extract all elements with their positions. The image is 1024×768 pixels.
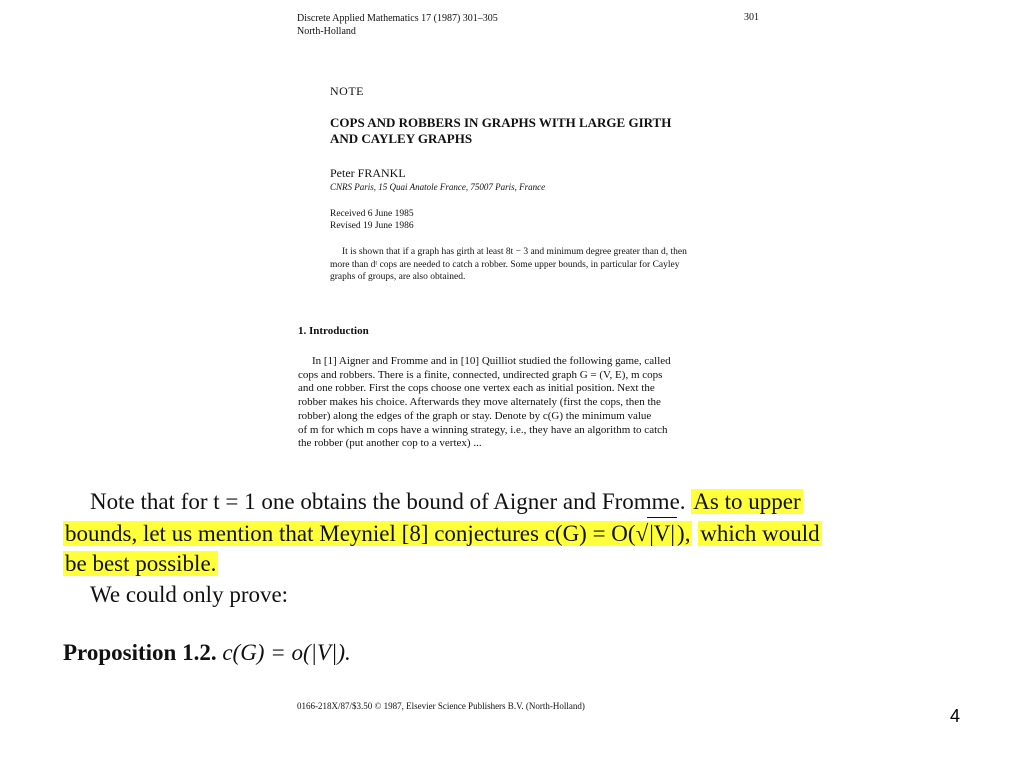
conjecture-close: ), <box>677 521 691 546</box>
article-dates <box>330 208 414 232</box>
highlighted-text: be best possible. <box>65 551 217 576</box>
proposition-label: Proposition 1.2. <box>63 640 217 665</box>
copyright-footer: 0166-218X/87/$3.50 © 1987, Elsevier Science Publishers B.V. (North-Holland) <box>297 701 585 711</box>
conjecture-text: bounds, let us mention that Meyniel [8] conjectures c(G) = O( <box>65 521 636 546</box>
excerpt-text: Note that for t = 1 one obtains the bound of Aigner and Fromme. <box>90 489 686 514</box>
excerpt-line-2 <box>63 517 822 549</box>
intro-line: of m for which m cops have a winning strategy, i.e., they have an algorithm to catch <box>298 423 668 436</box>
excerpt-line-4: We could only prove: <box>90 582 289 607</box>
sqrt-symbol: √ <box>635 521 649 546</box>
article-title-line1: COPS AND ROBBERS IN GRAPHS WITH LARGE GIRTH <box>330 115 672 130</box>
page-number: 301 <box>744 12 759 23</box>
abstract <box>330 246 687 284</box>
intro-line: and one robber. First the cops choose one vertex each as initial position. Next the <box>298 382 655 395</box>
slide-number: 4 <box>950 706 961 726</box>
intro-line: cops and robbers. There is a finite, connected, undirected graph G = (V, E), m cops <box>298 368 663 381</box>
intro-line: the robber (put another cop to a vertex) ... <box>298 437 482 450</box>
journal-citation: Discrete Applied Mathematics 17 (1987) 301–305 <box>297 13 498 24</box>
received-date: Received 6 June 1985 <box>330 209 414 219</box>
intro-line: robber) along the edges of the graph or stay. Denote by c(G) the minimum value <box>298 409 652 422</box>
publisher-name: North-Holland <box>297 26 356 37</box>
article-title <box>330 115 671 147</box>
excerpt-line-3 <box>63 548 218 579</box>
journal-header <box>297 12 498 38</box>
section-heading: 1. Introduction <box>298 325 369 337</box>
intro-line: robber makes his choice. Afterwards they move alternately (first the cops, then the <box>298 396 661 409</box>
excerpt-line-1 <box>90 486 803 517</box>
abstract-line: graphs of groups, are also obtained. <box>330 272 466 282</box>
intro-paragraph <box>298 355 768 451</box>
abstract-line: more than dᵗ cops are needed to catch a robber. Some upper bounds, in particular for Cayley <box>330 259 680 270</box>
sqrt-radicand: |V| <box>647 517 677 549</box>
abstract-line: It is shown that if a graph has girth at least 8t − 3 and minimum degree greater than d, then <box>342 247 687 257</box>
proposition <box>63 640 351 666</box>
highlighted-text: As to upper <box>693 489 801 514</box>
proposition-statement: c(G) = o(|V|). <box>222 640 351 665</box>
author-affiliation: CNRS Paris, 15 Quai Anatole France, 75007 Paris, France <box>330 182 546 192</box>
article-title-line2: AND CAYLEY GRAPHS <box>330 131 473 146</box>
highlighted-text: which would <box>700 521 820 546</box>
author-name: Peter FRANKL <box>330 166 406 180</box>
revised-date: Revised 19 June 1986 <box>330 221 414 231</box>
highlighted-text <box>63 521 692 546</box>
article-type-label: NOTE <box>330 84 364 98</box>
intro-line: In [1] Aigner and Fromme and in [10] Quilliot studied the following game, called <box>312 355 671 367</box>
